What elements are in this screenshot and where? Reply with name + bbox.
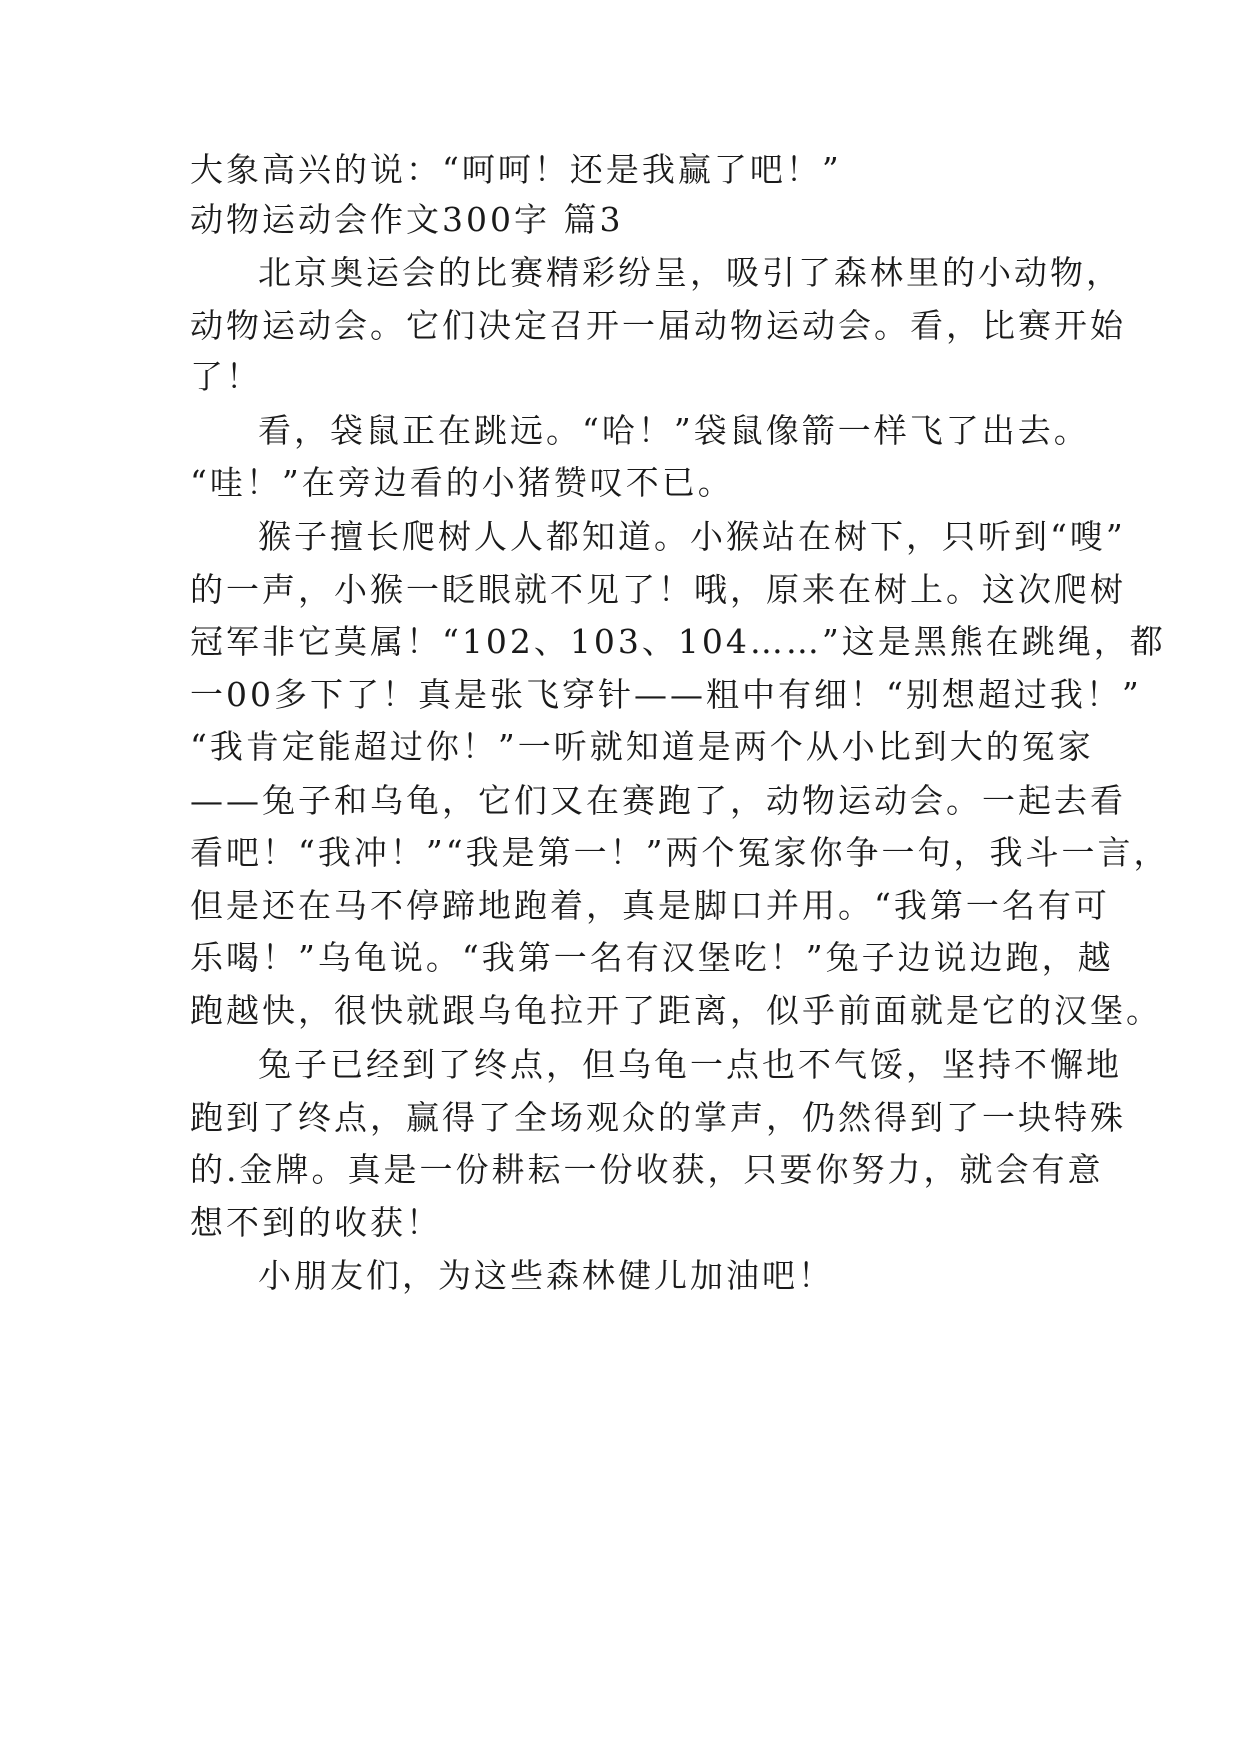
text-line: “哇！”在旁边看的小猪赞叹不已。 — [190, 463, 734, 502]
text-line: 北京奥运会的比赛精彩纷呈，吸引了森林里的小动物， — [258, 253, 1122, 292]
section-heading: 动物运动会作文300字 篇3 — [190, 200, 624, 239]
text-line: 了！ — [190, 357, 262, 396]
text-line: 动物运动会。它们决定召开一届动物运动会。看，比赛开始 — [190, 306, 1126, 345]
text-line: “我肯定能超过你！”一听就知道是两个从小比到大的冤家 — [190, 727, 1094, 766]
text-line: 但是还在马不停蹄地跑着，真是脚口并用。“我第一名有可 — [190, 886, 1110, 925]
text-line: 的.金牌。真是一份耕耘一份收获，只要你努力，就会有意 — [190, 1150, 1104, 1189]
text-line: 跑到了终点，赢得了全场观众的掌声，仍然得到了一块特殊 — [190, 1098, 1126, 1137]
text-line: 冠军非它莫属！“102、103、104……”这是黑熊在跳绳，都 — [190, 622, 1166, 661]
text-line: 大象高兴的说：“呵呵！还是我赢了吧！” — [190, 150, 842, 189]
text-line: 乐喝！”乌龟说。“我第一名有汉堡吃！”兔子边说边跑，越 — [190, 938, 1114, 977]
text-line: 猴子擅长爬树人人都知道。小猴站在树下，只听到“嗖” — [258, 517, 1126, 556]
text-line: ——兔子和乌龟，它们又在赛跑了，动物运动会。一起去看 — [190, 781, 1126, 820]
text-line: 看，袋鼠正在跳远。“哈！”袋鼠像箭一样飞了出去。 — [258, 411, 1090, 450]
text-line: 一00多下了！真是张飞穿针——粗中有细！“别想超过我！” — [190, 675, 1142, 714]
text-line: 跑越快，很快就跟乌龟拉开了距离，似乎前面就是它的汉堡。 — [190, 991, 1162, 1030]
text-line: 兔子已经到了终点，但乌龟一点也不气馁，坚持不懈地 — [258, 1045, 1122, 1084]
text-line: 看吧！“我冲！”“我是第一！”两个冤家你争一句，我斗一言， — [190, 833, 1170, 872]
text-line: 小朋友们，为这些森林健儿加油吧！ — [258, 1256, 834, 1295]
text-line: 的一声，小猴一眨眼就不见了！哦，原来在树上。这次爬树 — [190, 570, 1126, 609]
text-line: 想不到的收获！ — [190, 1203, 442, 1242]
